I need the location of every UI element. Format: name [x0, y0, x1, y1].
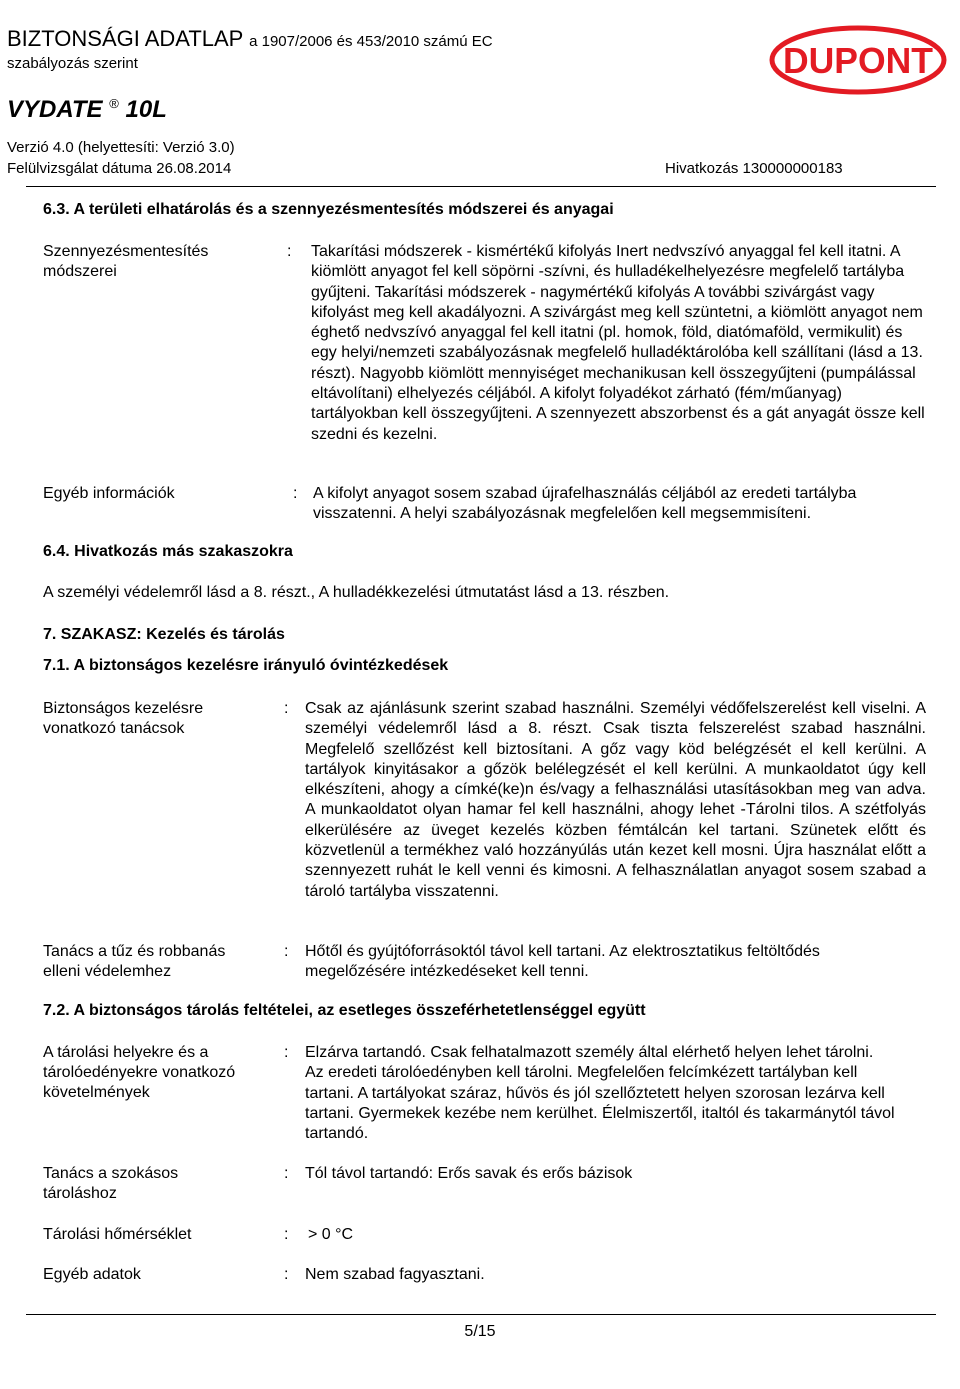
title-subtitle: szabályozás szerint [7, 55, 138, 72]
storage-requirements-label-2: tárolóedényekre vonatkozó [43, 1064, 236, 1081]
colon-separator: : [284, 1226, 289, 1243]
dupont-logo [768, 25, 948, 95]
section-6-4-heading: 6.4. Hivatkozás más szakaszokra [43, 543, 293, 560]
section-7-1-heading: 7.1. A biztonságos kezelésre irányuló óvintézkedések [43, 657, 449, 674]
page-number: 5/15 [464, 1323, 496, 1340]
version-text: Verzió 4.0 (helyettesíti: Verzió 3.0) [7, 139, 235, 156]
fire-protection-label-1: Tanács a tűz és robbanás [43, 943, 226, 960]
colon-separator: : [284, 1266, 289, 1283]
colon-separator: : [284, 700, 289, 717]
fire-protection-label-2: elleni védelemhez [43, 963, 172, 980]
storage-temp-value: > 0 °C [308, 1226, 354, 1243]
document-header [0, 0, 960, 185]
logo-text: DUPONT [783, 40, 934, 81]
common-storage-label-2: tároláshoz [43, 1185, 117, 1202]
colon-separator: : [284, 943, 289, 960]
safe-handling-label-1: Biztonságos kezelésre [43, 700, 204, 717]
product-name-suffix: 10L [125, 96, 167, 123]
footer-divider [26, 1314, 936, 1315]
cleanup-methods-label-2: módszerei [43, 263, 117, 280]
common-storage-label-1: Tanács a szokásos [43, 1165, 179, 1182]
title-main: BIZTONSÁGI ADATLAP [7, 26, 243, 51]
header-divider [26, 186, 936, 187]
other-data-value: Nem szabad fagyasztani. [305, 1266, 485, 1283]
other-info-label: Egyéb információk [43, 485, 175, 502]
section-7-2-heading: 7.2. A biztonságos tárolás feltételei, az esetleges összeférhetetlenséggel együtt [43, 1002, 646, 1019]
product-name [7, 96, 167, 124]
reference-number: Hivatkozás 130000000183 [665, 160, 843, 177]
safe-handling-value: Csak az ajánlásunk szerint szabad használni. Személyi védőfelszerelést kell viselni. A személyi védelemről lásd a 8. részt. Csak tiszta felszerelést szabad használni. Megfelelő szellőzést kell biztosítani. A gőz vagy köd belégzését el kell kerülni. A tartályok kinyitásakor a gőzök belélegzését el kell kerülni. A munkaoldatot úgy kell elkészíteni, ahogy a címké(ke)n és/vagy a felhasználási utasításokban meg van adva. A munkaoldatot olyan hamar fel kell használni, ahogy lehet -Tárolni tilos. A szétfolyás elkerülésére az üveget kezelés közben fémtálcán kel tartani. Szünetek előtt és közvetlenül a termékhez való hozzányúlás után kezet kell mosni. Újra használat előtt a szennyezett ruhát le kell venni és kimosni. A felhasználatlan anyagot sosem szabad a tároló tartályba visszatenni. [305, 700, 926, 900]
storage-temp-label: Tárolási hőmérséklet [43, 1226, 192, 1243]
other-data-label: Egyéb adatok [43, 1266, 141, 1283]
colon-separator: : [287, 243, 292, 260]
storage-requirements-label-1: A tárolási helyekre és a [43, 1044, 209, 1061]
registered-mark: ® [109, 96, 119, 111]
storage-requirements-label-3: követelmények [43, 1084, 150, 1101]
fire-protection-value: Hőtől és gyújtóforrásoktól távol kell tartani. Az elektrosztatikus feltöltődés megelőzésére intézkedéseket kell tenni. [305, 943, 820, 981]
common-storage-value: Tól távol tartandó: Erős savak és erős bázisok [305, 1165, 633, 1182]
cleanup-methods-label-1: Szennyezésmentesítés [43, 243, 209, 260]
safe-handling-label-2: vonatkozó tanácsok [43, 720, 185, 737]
colon-separator: : [293, 485, 298, 502]
colon-separator: : [284, 1044, 289, 1061]
section-6-3-heading: 6.3. A területi elhatárolás és a szennyezésmentesítés módszerei és anyagai [43, 201, 614, 218]
revision-date: Felülvizsgálat dátuma 26.08.2014 [7, 160, 232, 177]
title-regulation: a 1907/2006 és 453/2010 számú EC [249, 33, 493, 50]
document-title [7, 26, 493, 55]
section-7-heading: 7. SZAKASZ: Kezelés és tárolás [43, 626, 285, 643]
product-name-text: VYDATE [7, 96, 103, 123]
section-6-4-text: A személyi védelemről lásd a 8. részt., A hulladékkezelési útmutatást lásd a 13. részben. [43, 584, 670, 601]
colon-separator: : [284, 1165, 289, 1182]
other-info-value: A kifolyt anyagot sosem szabad újrafelhasználás céljából az eredeti tartályba visszatenni. A helyi szabályozásnak megfelelően kell megsemmisíteni. [313, 485, 857, 523]
storage-requirements-value: Elzárva tartandó. Csak felhatalmazott személy által elérhető helyen lehet tárolni. Az eredeti tárolóedényben kell tárolni. Megfelelően felcímkézett tartályban kell tartani. A tartályokat száraz, hűvös és jól szellőztetett helyen szorosan lezárva kell tartani. Gyermekek kezébe nem kerülhet. Élelmiszertől, italtól és takarmánytól távol tartandó. [305, 1044, 895, 1143]
cleanup-methods-value: Takarítási módszerek - kismértékű kifolyás Inert nedvszívó anyaggal fel kell itatni. A kiömlött anyagot fel kell söpörni -szívni, és hulladékelhelyezésre megfelelő tartályba gyűjteni. Takarítási módszerek - nagymértékű kifolyás A további szivárgást vagy kifolyást meg kell akadályozni. A szivárgást meg kell szüntetni, a kiömlött anyagot nem éghető nedvszívó anyaggal fel kell itatni (pl. homok, föld, diatómaföld, vermikulit) és egy helyi/nemzeti szabályozásnak megfelelő hulladéktárolóba kell szállítani (lásd a 13. részt). Nagyobb kiömlött mennyiséget mechanikusan kell összegyűjteni (pumpálással eltávolítani) elhelyezés céljából. A kifolyt folyadékot zárható (fém/műanyag) tartályokban kell összegyűjteni. A szennyezett abszorbenst és a gát anyagát össze kell szedni és kezelni. [311, 243, 925, 443]
